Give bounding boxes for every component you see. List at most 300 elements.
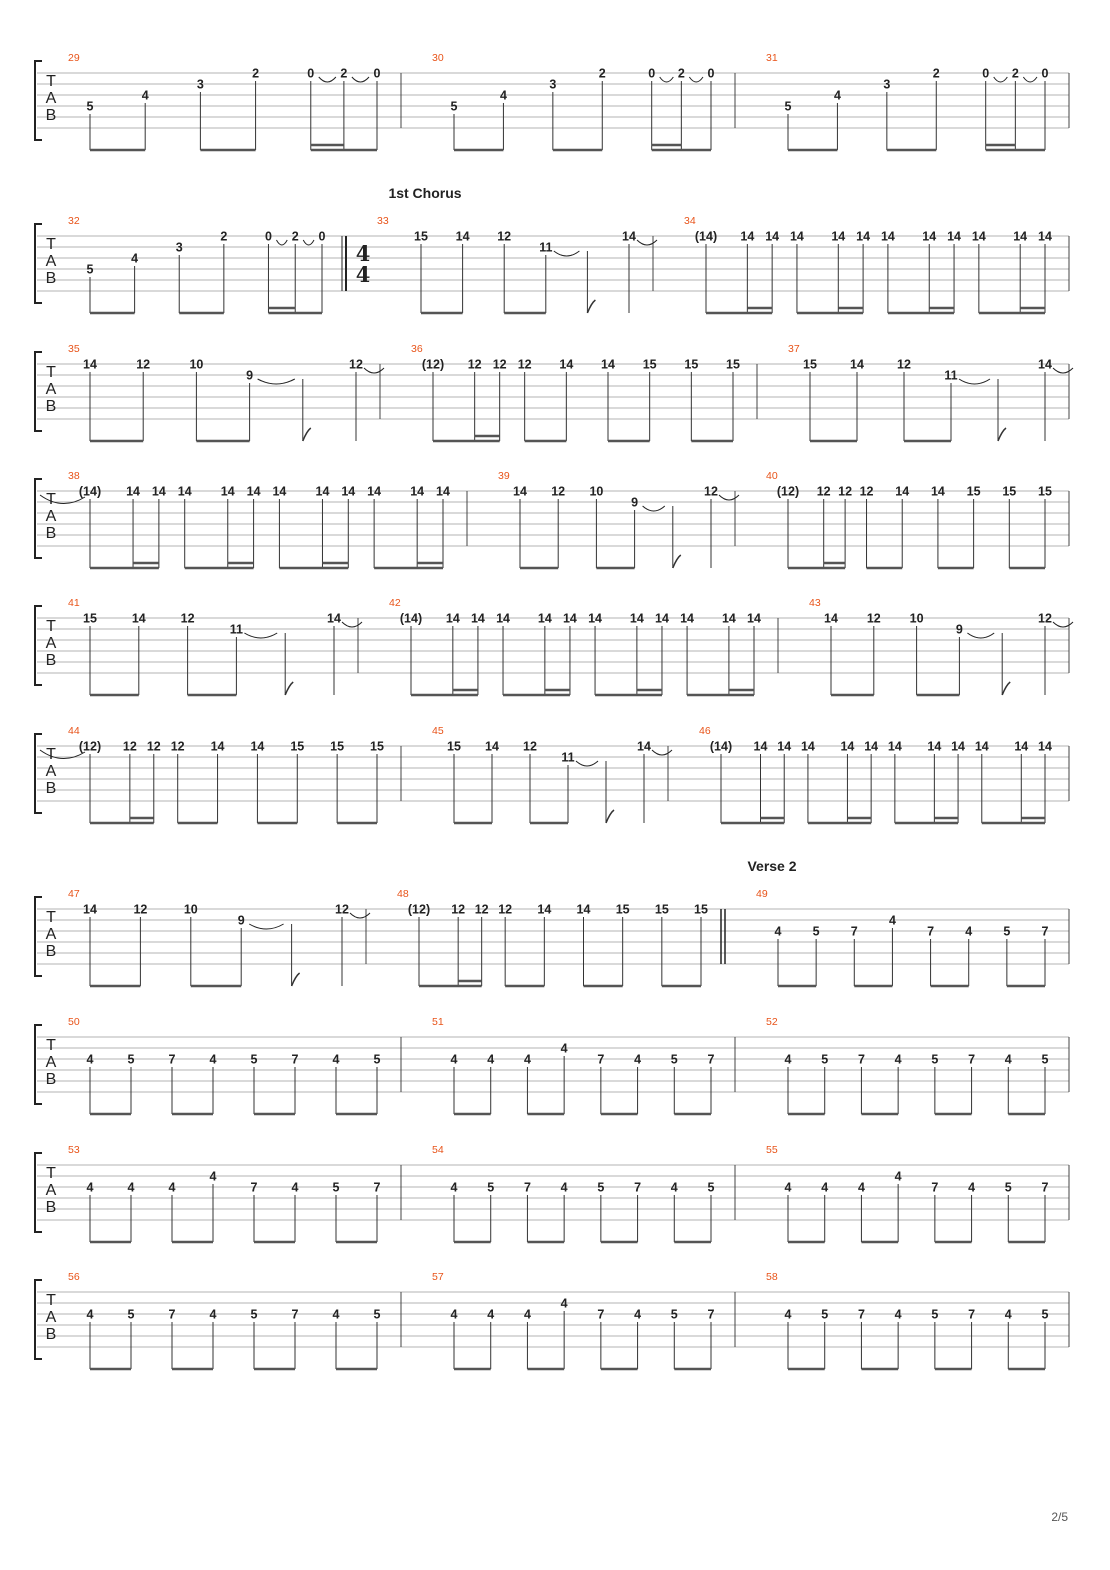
fret-number: 4 [499,88,507,103]
fret-number: 0 [307,66,315,81]
tie-arc [352,77,369,82]
fret-number: 15 [642,357,657,372]
fret-number: 5 [821,1307,829,1322]
fret-number: 4 [209,1307,217,1322]
fret-number: 5 [784,99,792,114]
fret-number: 7 [968,1052,976,1067]
fret-number: 4 [332,1052,340,1067]
fret-number: 7 [291,1307,299,1322]
tab-clef-letter: B [45,652,57,669]
fret-number: 7 [857,1307,865,1322]
fret-number: 12 [451,902,466,917]
measure-number: 35 [68,343,80,355]
fret-number: 12 [170,739,185,754]
fret-number: 14 [895,484,910,499]
fret-number: 14 [131,611,146,626]
tab-clef-letter: A [45,635,57,652]
fret-number: 15 [684,357,699,372]
fret-number: (12) [776,484,800,499]
fret-number: 12 [146,739,161,754]
fret-number: 4 [131,251,139,266]
fret-number: 15 [654,902,669,917]
fret-number: 7 [857,1052,865,1067]
measure-number: 50 [68,1016,80,1028]
fret-number: 14 [864,739,879,754]
fret-number: 2 [677,66,685,81]
tie-arc [554,251,580,256]
fret-number: 0 [707,66,715,81]
fret-number: 14 [740,229,755,244]
fret-number: 4 [209,1052,217,1067]
fret-number: 5 [373,1052,381,1067]
fret-number: 4 [784,1052,792,1067]
fret-number: 5 [250,1052,258,1067]
fret-number: 0 [373,66,381,81]
fret-number: 15 [615,902,630,917]
fret-number: 4 [523,1307,531,1322]
fret-number: 14 [455,229,470,244]
fret-number: 4 [450,1052,458,1067]
note-flag [606,810,614,823]
fret-number: 7 [168,1052,176,1067]
fret-number: 14 [250,739,265,754]
fret-number: 9 [631,495,639,510]
note-flag [587,300,595,313]
fret-number: 10 [909,611,924,626]
tie-arc [244,633,277,638]
measure-number: 41 [68,597,80,609]
tab-clef-letter: B [45,780,57,797]
tie-arc [994,77,1008,82]
fret-number: 0 [1041,66,1049,81]
fret-number: 14 [831,229,846,244]
note-flag [1002,682,1010,695]
fret-number: 4 [833,88,841,103]
fret-number: 12 [523,739,537,754]
measure-number: 49 [756,888,768,900]
fret-number: 14 [856,229,871,244]
fret-number: 14 [824,611,838,626]
note-flag [292,973,300,986]
fret-number: 11 [539,240,553,255]
fret-number: 15 [447,739,461,754]
tie-arc [689,77,703,82]
fret-number: 14 [789,229,804,244]
note-flag [285,682,293,695]
fret-number: 2 [340,66,348,81]
fret-number: 15 [803,357,817,372]
fret-number: 14 [576,902,591,917]
fret-number: 12 [859,484,874,499]
fret-number: 15 [370,739,384,754]
fret-number: 14 [588,611,603,626]
fret-number: 10 [589,484,604,499]
fret-number: 15 [414,229,428,244]
fret-number: 4 [1004,1307,1012,1322]
fret-number: 5 [1004,1180,1012,1195]
fret-number: 5 [931,1307,939,1322]
measure-number: 36 [411,343,423,355]
fret-number: 14 [1038,739,1052,754]
tab-clef-letter: A [45,763,57,780]
tie-arc [1023,77,1037,82]
fret-number: 14 [840,739,855,754]
fret-number: (12) [421,357,445,372]
fret-number: 14 [974,739,989,754]
measure-number: 54 [432,1144,444,1156]
fret-number: 15 [83,611,97,626]
tab-clef-letter: A [45,508,57,525]
page-number: 2/5 [1051,1510,1068,1524]
fret-number: 4 [894,1052,902,1067]
fret-number: 14 [246,484,261,499]
fret-number: 2 [220,229,228,244]
fret-number: 4 [774,924,782,939]
tab-clef-letter: B [45,525,57,542]
fret-number: 14 [177,484,192,499]
fret-number: 3 [175,240,183,255]
measure-number: 48 [397,888,409,900]
measure-number: 38 [68,470,80,482]
fret-number: 5 [487,1180,495,1195]
fret-number: 14 [721,611,736,626]
tie-arc [350,913,370,918]
fret-number: 14 [800,739,815,754]
fret-number: 7 [707,1307,715,1322]
fret-number: 5 [707,1180,715,1195]
fret-number: 5 [670,1052,678,1067]
measure-number: 46 [699,725,711,737]
fret-number: 7 [850,924,858,939]
tab-clef-letter: T [46,236,56,253]
fret-number: 14 [777,739,792,754]
fret-number: 14 [537,611,552,626]
tab-clef-letter: B [45,107,57,124]
fret-number: 5 [127,1307,135,1322]
fret-number: 4 [86,1180,94,1195]
fret-number: 4 [560,1041,568,1056]
fret-number: 14 [629,611,644,626]
fret-number: 12 [517,357,532,372]
fret-number: 9 [237,913,245,928]
tab-clef-letter: T [46,1165,56,1182]
fret-number: 4 [127,1180,135,1195]
fret-number: 14 [272,484,287,499]
fret-number: 7 [634,1180,642,1195]
tie-arc [967,633,994,638]
fret-number: 7 [927,924,935,939]
fret-number: 14 [1038,357,1052,372]
fret-number: 14 [327,611,341,626]
fret-number: 2 [291,229,299,244]
fret-number: 3 [883,77,891,92]
fret-number: 7 [523,1180,531,1195]
fret-number: 5 [821,1052,829,1067]
fret-number: 9 [955,622,963,637]
fret-number: 4 [784,1307,792,1322]
fret-number: 15 [726,357,740,372]
fret-number: 15 [694,902,708,917]
time-signature-bottom: 4 [355,262,371,287]
fret-number: 14 [445,611,460,626]
fret-number: 3 [196,77,204,92]
fret-number: 0 [318,229,326,244]
fret-number: 4 [670,1180,678,1195]
fret-number: 15 [1002,484,1017,499]
tie-arc [276,240,287,245]
fret-number: (14) [399,611,423,626]
fret-number: 11 [944,368,958,383]
fret-number: 14 [1038,229,1052,244]
fret-number: 4 [888,913,896,928]
tie-arc [719,495,739,500]
fret-number: 4 [560,1296,568,1311]
tie-arc [319,77,336,82]
measure-number: 32 [68,215,80,227]
fret-number: 12 [492,357,507,372]
fret-number: 7 [250,1180,258,1195]
fret-number: 14 [513,484,527,499]
fret-number: 14 [562,611,577,626]
fret-number: 14 [220,484,235,499]
fret-number: 4 [784,1180,792,1195]
tie-arc [364,368,384,373]
fret-number: 14 [410,484,425,499]
fret-number: 14 [747,611,761,626]
fret-number: 14 [126,484,141,499]
fret-number: 2 [932,66,940,81]
fret-number: 0 [264,229,272,244]
fret-number: 5 [450,99,458,114]
fret-number: 5 [1041,1052,1049,1067]
tie-arc [637,240,657,245]
section-title: 1st Chorus [388,185,462,201]
measure-number: 47 [68,888,80,900]
measure-number: 39 [498,470,510,482]
tie-arc [1053,622,1073,627]
fret-number: 5 [250,1307,258,1322]
measure-number: 29 [68,52,80,64]
fret-number: 12 [498,902,513,917]
tab-clef-letter: A [45,1182,57,1199]
tab-clef-letter: A [45,1054,57,1071]
tie-arc [643,506,665,511]
fret-number: 12 [180,611,195,626]
fret-number: 4 [86,1052,94,1067]
fret-number: 14 [655,611,669,626]
measure-number: 42 [389,597,401,609]
fret-number: 4 [523,1052,531,1067]
fret-number: 4 [487,1052,495,1067]
fret-number: 0 [982,66,990,81]
fret-number: 15 [966,484,981,499]
tab-clef-letter: T [46,909,56,926]
fret-number: 4 [894,1169,902,1184]
tab-clef-letter: T [46,1037,56,1054]
fret-number: 14 [367,484,382,499]
fret-number: 5 [670,1307,678,1322]
fret-number: 14 [887,739,902,754]
tab-clef-letter: A [45,90,57,107]
fret-number: 14 [315,484,330,499]
tie-arc [249,924,283,929]
fret-number: 4 [168,1180,176,1195]
fret-number: 15 [290,739,305,754]
tab-clef-letter: A [45,253,57,270]
fret-number: 14 [680,611,695,626]
fret-number: 12 [349,357,363,372]
tab-clef-letter: T [46,491,56,508]
measure-number: 31 [766,52,778,64]
fret-number: (14) [78,484,102,499]
tab-clef-letter: B [45,398,57,415]
measure-number: 58 [766,1271,778,1283]
fret-number: 4 [291,1180,299,1195]
measure-number: 53 [68,1144,80,1156]
measure-number: 57 [432,1271,444,1283]
fret-number: 14 [930,484,945,499]
fret-number: 12 [122,739,137,754]
note-flag [303,428,311,441]
fret-number: 5 [931,1052,939,1067]
fret-number: (14) [709,739,733,754]
fret-number: 2 [252,66,260,81]
fret-number: 14 [485,739,499,754]
fret-number: 14 [210,739,225,754]
tab-clef-letter: T [46,1292,56,1309]
fret-number: 14 [753,739,768,754]
fret-number: (12) [407,902,431,917]
note-flag [998,428,1006,441]
fret-number: 5 [86,99,94,114]
section-title: Verse 2 [747,858,797,874]
tab-clef-letter: A [45,1309,57,1326]
fret-number: 4 [634,1307,642,1322]
measure-number: 34 [684,215,696,227]
fret-number: 10 [189,357,204,372]
fret-number: 5 [1003,924,1011,939]
tab-clef-letter: T [46,746,56,763]
measure-number: 33 [377,215,389,227]
measure-number: 55 [766,1144,778,1156]
fret-number: 12 [133,902,148,917]
fret-number: 15 [330,739,345,754]
fret-number: 14 [971,229,986,244]
fret-number: 14 [1013,229,1028,244]
tie-arc [652,750,672,755]
fret-number: 4 [332,1307,340,1322]
fret-number: 14 [1014,739,1029,754]
fret-number: 11 [561,750,575,765]
measure-number: 30 [432,52,444,64]
tab-clef-letter: B [45,1199,57,1216]
tie-arc [258,379,295,384]
measure-number: 40 [766,470,778,482]
fret-number: 4 [634,1052,642,1067]
fret-number: 14 [151,484,166,499]
measure-number: 43 [809,597,821,609]
fret-number: 12 [136,357,151,372]
fret-number: 7 [291,1052,299,1067]
fret-number: 4 [209,1169,217,1184]
fret-number: 5 [373,1307,381,1322]
fret-number: 14 [947,229,962,244]
fret-number: 12 [474,902,489,917]
fret-number: 0 [648,66,656,81]
tie-arc [660,77,674,82]
fret-number: 9 [246,368,254,383]
tie-arc [303,240,314,245]
fret-number: 14 [951,739,966,754]
fret-number: 14 [850,357,864,372]
fret-number: 7 [968,1307,976,1322]
tab-clef-letter: B [45,943,57,960]
tie-arc [1053,368,1073,373]
fret-number: 4 [857,1180,865,1195]
fret-number: 12 [838,484,853,499]
fret-number: 12 [497,229,512,244]
fret-number: 4 [821,1180,829,1195]
fret-number: 7 [168,1307,176,1322]
time-signature-top: 4 [355,241,371,266]
tab-clef-letter: B [45,270,57,287]
fret-number: 14 [622,229,636,244]
tab-clef-letter: B [45,1071,57,1088]
fret-number: 14 [341,484,356,499]
fret-number: 14 [537,902,552,917]
fret-number: 12 [816,484,831,499]
fret-number: 7 [707,1052,715,1067]
tab-clef-letter: B [45,1326,57,1343]
fret-number: 4 [487,1307,495,1322]
fret-number: 10 [183,902,198,917]
fret-number: 14 [880,229,895,244]
note-flag [673,555,681,568]
fret-number: 4 [1004,1052,1012,1067]
fret-number: 14 [470,611,485,626]
fret-number: 14 [436,484,450,499]
fret-number: 5 [127,1052,135,1067]
fret-number: 7 [597,1052,605,1067]
tab-clef-letter: T [46,73,56,90]
fret-number: 4 [450,1180,458,1195]
fret-number: (14) [694,229,718,244]
fret-number: 5 [86,262,94,277]
tie-arc [959,379,990,384]
fret-number: 14 [601,357,615,372]
fret-number: 2 [598,66,606,81]
fret-number: 14 [83,357,97,372]
tie-arc [342,622,362,627]
tab-clef-letter: T [46,618,56,635]
fret-number: 14 [765,229,780,244]
fret-number: (12) [78,739,102,754]
fret-number: 3 [549,77,557,92]
fret-number: 12 [704,484,718,499]
fret-number: 4 [141,88,149,103]
fret-number: 14 [83,902,97,917]
fret-number: 7 [931,1180,939,1195]
tab-clef-letter: A [45,381,57,398]
fret-number: 4 [86,1307,94,1322]
tab-clef-letter: A [45,926,57,943]
fret-number: 12 [551,484,566,499]
fret-number: 14 [496,611,510,626]
fret-number: 5 [597,1180,605,1195]
tie-arc [576,761,598,766]
fret-number: 4 [965,924,973,939]
measure-number: 52 [766,1016,778,1028]
